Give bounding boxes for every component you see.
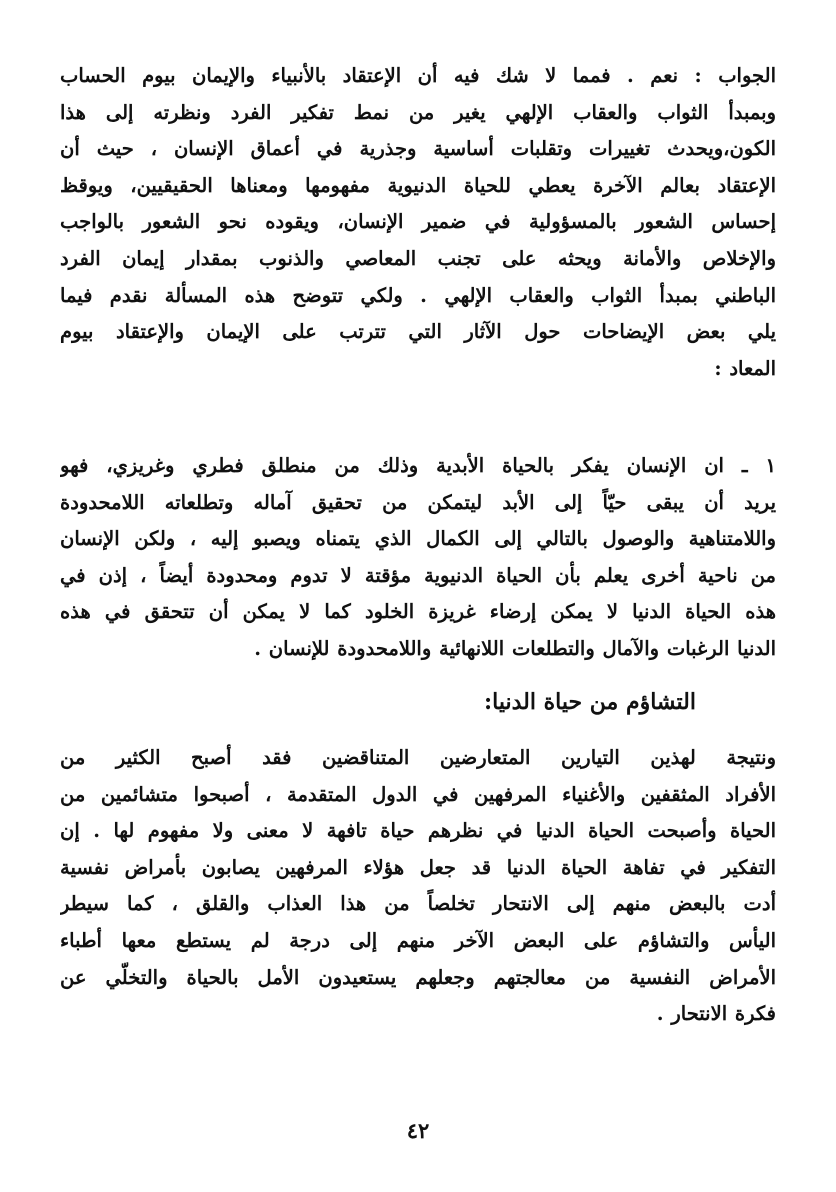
page-number: ٤٢ xyxy=(406,1118,430,1143)
text-line: الإعتقاد بعالم الآخرة يعطي للحياة الدنيوية مفهومها ومعناها الحقيقيين، ويوقظ xyxy=(60,173,776,197)
text-line: إحساس الشعور بالمسؤولية في ضمير الإنسان، ويقوده نحو الشعور بالواجب xyxy=(60,210,776,234)
text-line: الدنيا الرغبات والآمال والتطلعات اللانهائية واللامحدودة للإنسان . xyxy=(254,636,776,660)
text-line: ونتيجة لهذين التيارين المتعارضين المتناقضين فقد أصبح الكثير من xyxy=(60,746,776,769)
paragraph-answer xyxy=(60,58,776,387)
paragraph-pessimism xyxy=(60,740,776,1033)
text-line: هذه الحياة الدنيا لا يمكن إرضاء غريزة الخلود كما لا يمكن أن تتحقق في هذه xyxy=(60,600,776,624)
text-line: التفكير في تفاهة الحياة الدنيا قد جعل هؤلاء المرفهين يصابون بأمراض نفسية xyxy=(60,855,776,879)
text-line: والإخلاص والأمانة ويحثه على تجنب المعاصي والذنوب بمقدار إيمان الفرد xyxy=(60,246,776,270)
text-line: أدت بالبعض منهم إلى الانتحار تخلصاً من هذا العذاب والقلق ، كما سيطر xyxy=(60,892,776,916)
paragraph-point-one xyxy=(60,448,776,668)
text-line: اليأس والتشاؤم على البعض الآخر منهم إلى درجة لم يستطع معها أطباء xyxy=(60,928,776,952)
text-line: وبمبدأ الثواب والعقاب الإلهي يغير من نمط تفكير الفرد ونظرته إلى هذا xyxy=(60,100,776,124)
text-line: الأمراض النفسية من معالجتهم وجعلهم يستعيدون الأمل بالحياة والتخلّي عن xyxy=(60,965,776,989)
text-line: واللامتناهية والوصول بالتالي إلى الكمال الذي يتمناه ويصبو إليه ، ولكن الإنسان xyxy=(60,527,776,551)
text-line: فكرة الانتحار . xyxy=(656,1002,776,1026)
text-line: من ناحية أخرى يعلم بأن الحياة الدنيوية مؤقتة لا تدوم ومحدودة أيضاً ، إذن في xyxy=(60,563,776,587)
text-line: المعاد : xyxy=(714,356,776,380)
text-line: الباطني بمبدأ الثواب والعقاب الإلهي . ولكي تتوضح هذه المسألة نقدم فيما xyxy=(60,283,776,307)
section-heading: التشاؤم من حياة الدنيا: xyxy=(484,689,696,715)
text-line: يلي بعض الإيضاحات حول الآثار التي تترتب على الإيمان والإعتقاد بيوم xyxy=(60,320,776,344)
text-line: الجواب : نعم . فمما لا شك فيه أن الإعتقاد بالأنبياء والإيمان بيوم الحساب xyxy=(60,64,776,87)
text-line: ١ ـ ان الإنسان يفكر بالحياة الأبدية وذلك من منطلق فطري وغريزي، فهو xyxy=(60,454,776,477)
text-line: الكون،ويحدث تغييرات وتقلبات أساسية وجذرية في أعماق الإنسان ، حيث أن xyxy=(60,137,776,161)
text-line: يريد أن يبقى حيّاً إلى الأبد ليتمكن من تحقيق آماله وتطلعاته اللامحدودة xyxy=(60,490,776,514)
text-line: الحياة وأصبحت الحياة الدنيا في نظرهم حياة تافهة لا معنى ولا مفهوم لها . إن xyxy=(60,819,776,843)
text-line: الأفراد المثقفين والأغنياء المرفهين في الدول المتقدمة ، أصبحوا متشائمين من xyxy=(60,782,776,806)
